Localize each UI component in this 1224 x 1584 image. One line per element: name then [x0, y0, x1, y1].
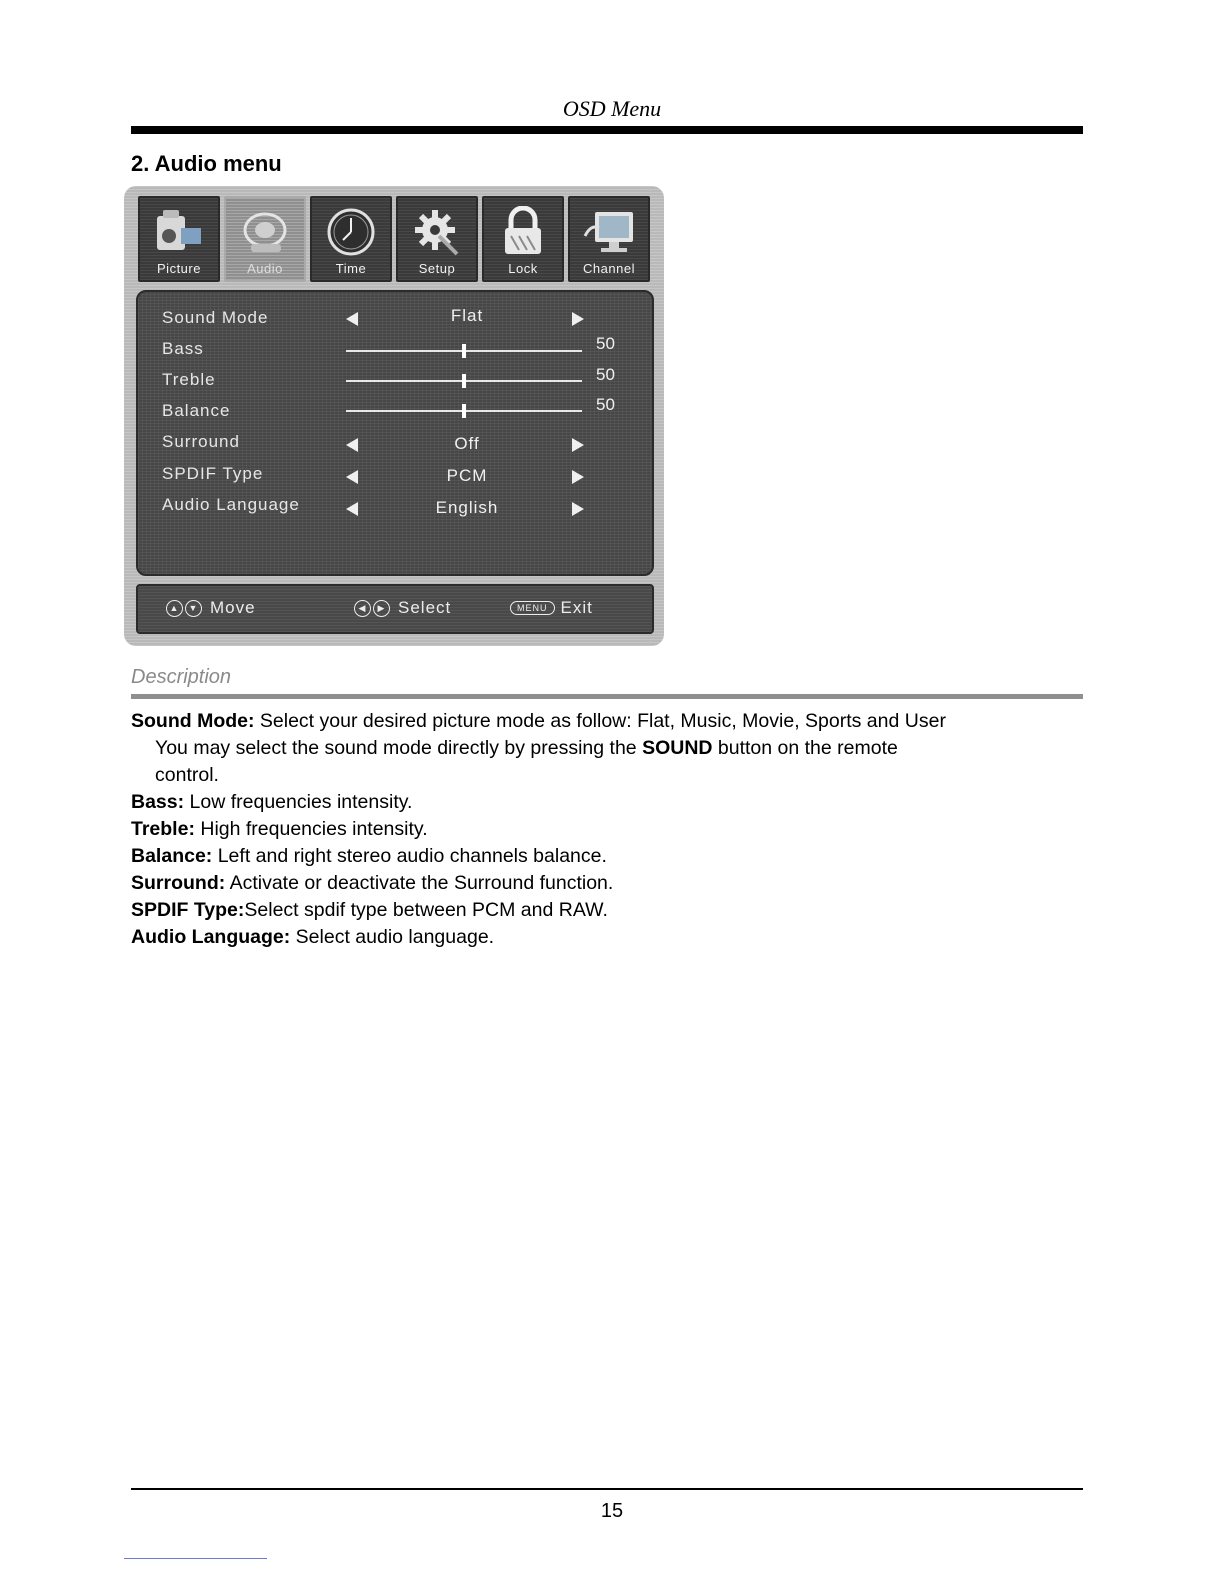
- menu-button-icon: MENU: [510, 601, 555, 615]
- definition: Low frequencies intensity.: [184, 791, 413, 813]
- term: SPDIF Type:: [131, 899, 245, 921]
- tab-label: Picture: [157, 261, 201, 276]
- treble-slider-thumb[interactable]: [462, 374, 466, 388]
- page-number: 15: [600, 1500, 624, 1522]
- move-hint: [166, 598, 256, 618]
- treble-slider[interactable]: [346, 380, 582, 382]
- text: button on the remote: [712, 737, 898, 759]
- sound-mode-description-line3: control.: [155, 764, 219, 786]
- tab-channel[interactable]: [568, 196, 650, 282]
- menu-item-surround[interactable]: Surround: [162, 432, 240, 451]
- term: Sound Mode:: [131, 710, 255, 732]
- osd-footer-hints: [136, 584, 654, 634]
- bass-slider[interactable]: [346, 350, 582, 352]
- menu-item-balance[interactable]: Balance: [162, 401, 231, 420]
- osd-menu-screenshot: [124, 186, 664, 646]
- speaker-icon: [237, 206, 293, 258]
- header-rule: [131, 126, 1083, 134]
- right-arrow-icon[interactable]: [572, 438, 584, 452]
- text: You may select the sound mode directly by pressing the: [155, 737, 643, 759]
- section-title: 2. Audio menu: [131, 151, 282, 176]
- menu-item-sound-mode[interactable]: Sound Mode: [162, 308, 269, 327]
- move-label: Move: [210, 598, 256, 617]
- osd-tab-bar: [138, 196, 654, 282]
- tab-picture[interactable]: [138, 196, 220, 282]
- audio-language-description: [131, 924, 494, 951]
- term: Audio Language:: [131, 926, 291, 948]
- select-label: Select: [398, 598, 452, 617]
- padlock-icon: [495, 206, 551, 258]
- audio-language-value: English: [435, 498, 499, 517]
- tab-time[interactable]: [310, 196, 392, 282]
- right-arrow-icon[interactable]: [572, 502, 584, 516]
- treble-description: [131, 816, 428, 843]
- monitor-icon: [581, 206, 637, 258]
- tab-label: Time: [335, 261, 367, 276]
- sound-mode-description-line2: [155, 735, 898, 762]
- spdif-type-value: PCM: [446, 466, 488, 485]
- spdif-type-description: [131, 897, 608, 924]
- description-title: Description: [131, 666, 232, 688]
- bass-slider-thumb[interactable]: [462, 344, 466, 358]
- right-arrow-icon[interactable]: [572, 312, 584, 326]
- menu-item-audio-language[interactable]: Audio Language: [162, 495, 300, 514]
- surround-value: Off: [454, 434, 480, 453]
- balance-description: [131, 843, 607, 870]
- definition: High frequencies intensity.: [194, 818, 428, 840]
- gear-icon: [409, 206, 465, 258]
- down-button-icon: ▼: [185, 600, 202, 617]
- left-arrow-icon[interactable]: [346, 502, 358, 516]
- tab-label: Channel: [583, 261, 635, 276]
- term: Surround:: [131, 872, 226, 894]
- treble-value: 50: [596, 365, 615, 384]
- menu-item-bass[interactable]: Bass: [162, 339, 204, 358]
- sound-mode-description: [131, 708, 946, 735]
- tab-setup[interactable]: [396, 196, 478, 282]
- term: Bass:: [131, 791, 185, 813]
- left-arrow-icon[interactable]: [346, 470, 358, 484]
- scan-edge-line: [124, 1558, 267, 1559]
- left-button-icon: ◀: [354, 600, 371, 617]
- select-hint: [354, 598, 451, 618]
- menu-item-spdif-type[interactable]: SPDIF Type: [162, 464, 264, 483]
- up-button-icon: ▲: [166, 600, 183, 617]
- tab-label: Setup: [418, 261, 456, 276]
- term: Balance:: [131, 845, 213, 867]
- right-arrow-icon[interactable]: [572, 470, 584, 484]
- surround-description: [131, 870, 613, 897]
- definition: Select audio language.: [290, 926, 495, 948]
- tab-label: Audio: [247, 261, 283, 276]
- left-arrow-icon[interactable]: [346, 438, 358, 452]
- description-rule: [131, 694, 1083, 699]
- definition: Select spdif type between PCM and RAW.: [244, 899, 608, 921]
- bass-description: [131, 789, 412, 816]
- tab-audio[interactable]: [224, 196, 306, 282]
- osd-content-panel: [136, 290, 654, 576]
- tab-label: Lock: [508, 261, 538, 276]
- bass-value: 50: [596, 334, 615, 353]
- clock-icon: [323, 206, 379, 258]
- camcorder-icon: [151, 206, 207, 258]
- footer-rule: [131, 1488, 1083, 1490]
- sound-button-name: SOUND: [642, 737, 713, 759]
- page-header: OSD Menu: [562, 96, 662, 121]
- definition: Left and right stereo audio channels balance.: [212, 845, 607, 867]
- left-arrow-icon[interactable]: [346, 312, 358, 326]
- balance-slider[interactable]: [346, 410, 582, 412]
- exit-label: Exit: [560, 598, 593, 617]
- sound-mode-value: Flat: [450, 306, 484, 325]
- term: Treble:: [131, 818, 195, 840]
- menu-item-treble[interactable]: Treble: [162, 370, 216, 389]
- definition: Activate or deactivate the Surround function.: [225, 872, 614, 894]
- right-button-icon: ▶: [373, 600, 390, 617]
- exit-hint: [510, 598, 593, 618]
- definition: Select your desired picture mode as follow: Flat, Music, Movie, Sports and User: [254, 710, 946, 732]
- balance-slider-thumb[interactable]: [462, 404, 466, 418]
- tab-lock[interactable]: [482, 196, 564, 282]
- balance-value: 50: [596, 395, 615, 414]
